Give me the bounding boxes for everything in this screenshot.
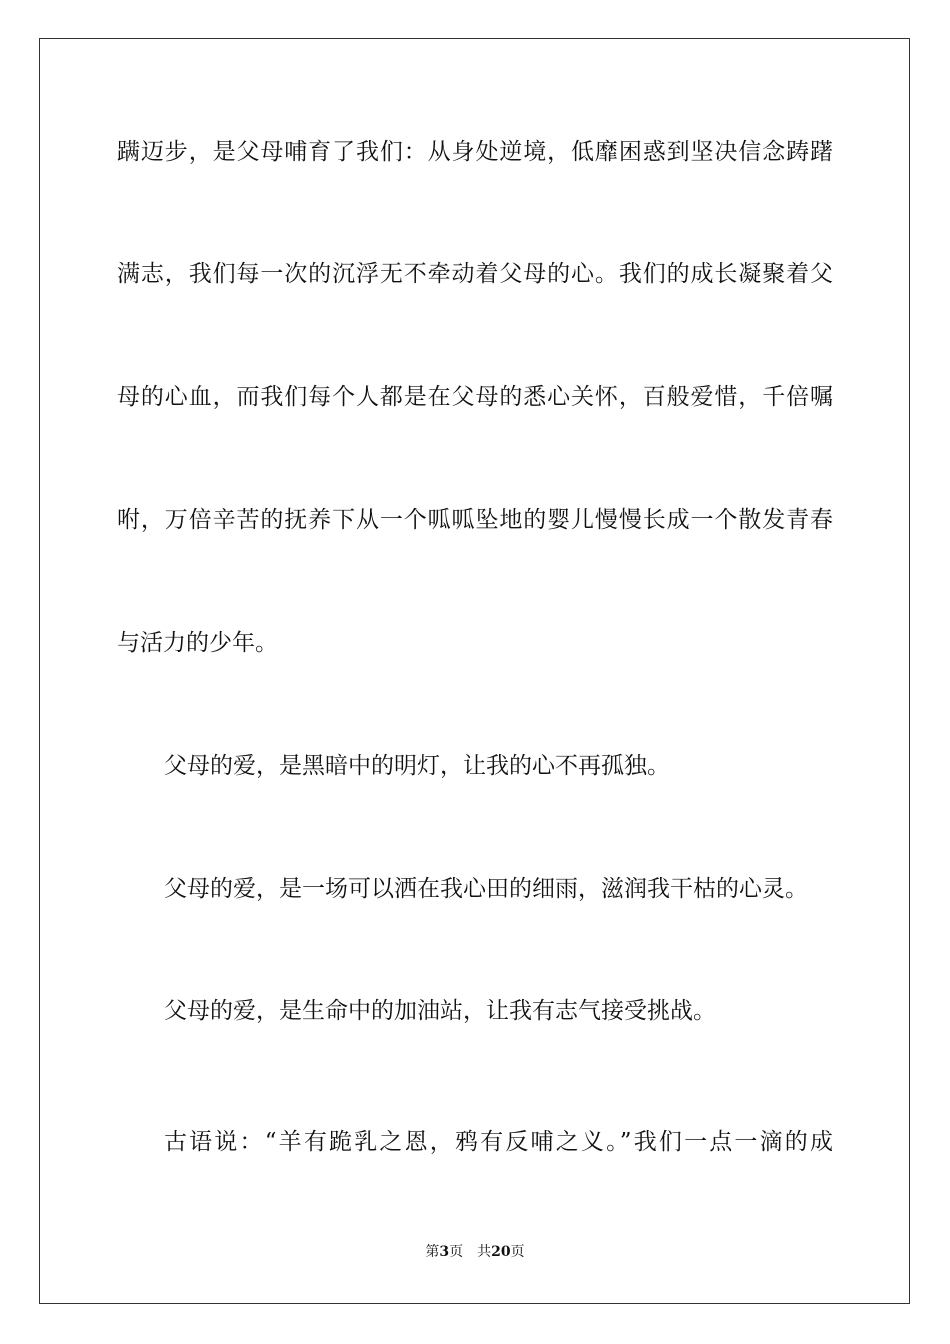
total-suffix: 页 xyxy=(510,1244,525,1260)
paragraph-line: 与活力的少年。 xyxy=(117,630,278,656)
page-prefix: 第 xyxy=(425,1244,440,1260)
paragraph-line: 父母的爱，是黑暗中的明灯，让我的心不再孤独。 xyxy=(164,753,670,779)
page-frame xyxy=(39,38,910,1304)
paragraph-line: 母的心血，而我们每个人都是在父母的悉心关怀，百般爱惜，千倍嘱 xyxy=(117,384,833,410)
paragraph-line: 蹒迈步，是父母哺育了我们：从身处逆境，低靡困惑到坚决信念踌躇 xyxy=(117,139,833,165)
total-prefix: 共 xyxy=(477,1244,492,1260)
paragraph-line: 父母的爱，是生命中的加油站，让我有志气接受挑战。 xyxy=(164,998,716,1024)
page-suffix: 页 xyxy=(449,1244,464,1260)
paragraph-line: 咐，万倍辛苦的抚养下从一个呱呱坠地的婴儿慢慢长成一个散发青春 xyxy=(117,507,833,533)
paragraph-line: 古语说：“羊有跪乳之恩，鸦有反哺之义。”我们一点一滴的成 xyxy=(164,1129,833,1155)
total-pages: 20 xyxy=(491,1244,511,1260)
paragraph-line: 满志，我们每一次的沉浮无不牵动着父母的心。我们的成长凝聚着父 xyxy=(117,261,833,287)
paragraph-line: 父母的爱，是一场可以洒在我心田的细雨，滋润我干枯的心灵。 xyxy=(164,876,808,902)
page-number: 3 xyxy=(439,1244,450,1260)
page-footer xyxy=(0,1243,950,1261)
